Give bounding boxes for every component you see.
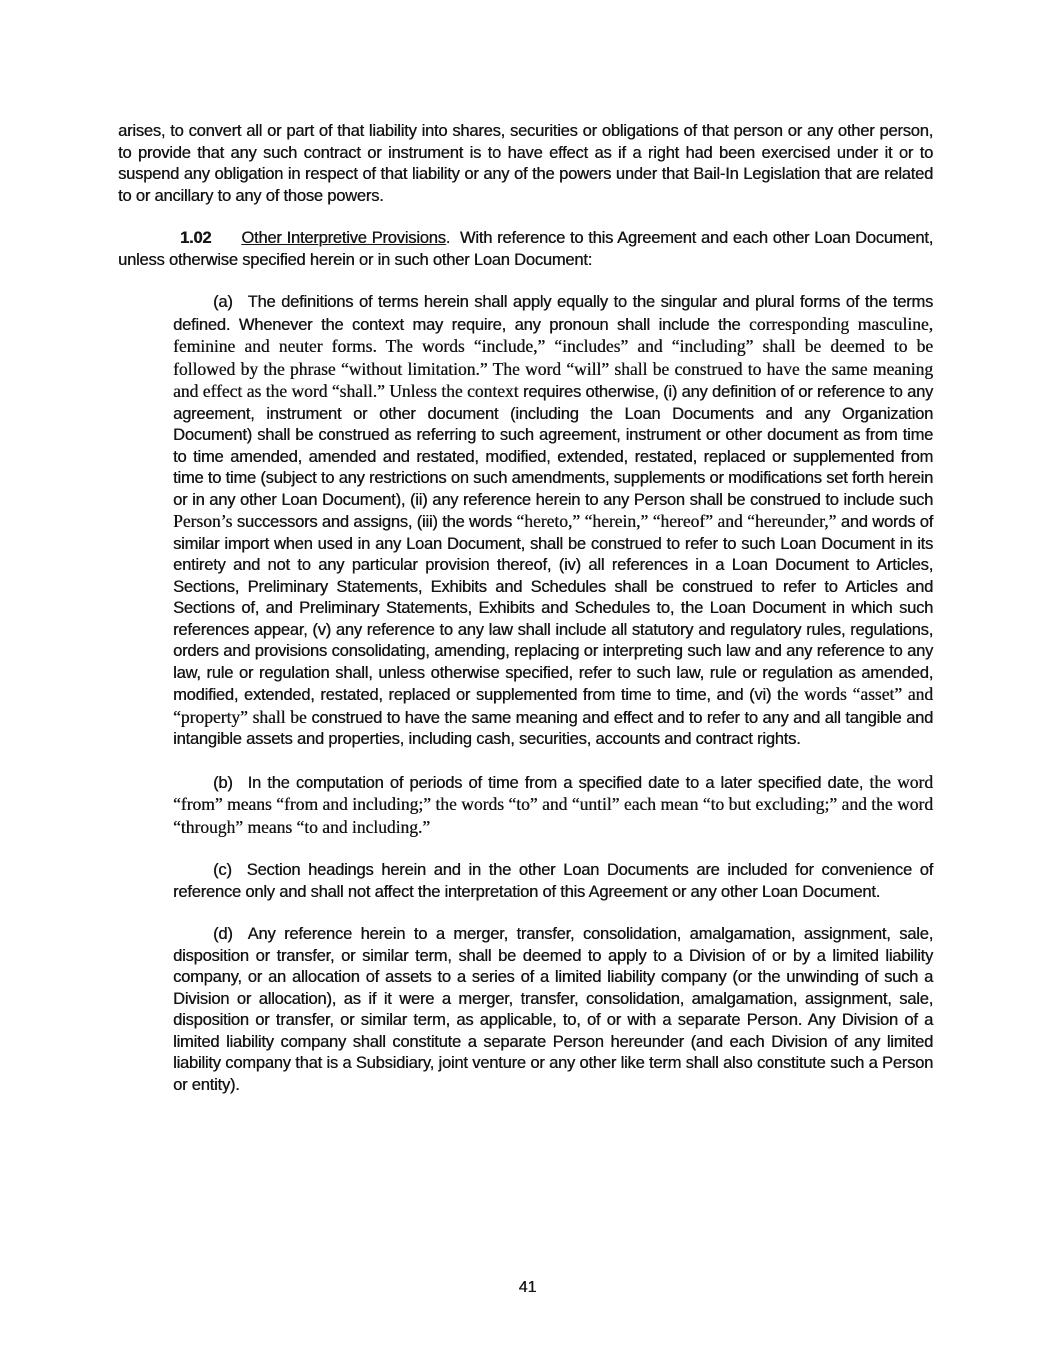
tab-spacer (233, 306, 248, 307)
text-run: the word “from” means “from and including;” the words “to” and “until” each mean “to but excluding;” and the word “through” means “to and including.” (173, 771, 933, 837)
page-number: 41 (518, 1279, 537, 1296)
paragraph-c (173, 860, 933, 903)
text-run: and words of similar import when used in any Loan Document, shall be construed to refer to such Loan Document in its entirety and not to any particular provision thereof, (iv) all references in a Loan Document to Articles, Sections, Preliminary Statements, Exhibits and Schedules shall be construed to refer to Articles and Sections of, and Preliminary Statements, Exhibits and Schedules to, the Loan Document in which such references appear, (v) any reference to any law shall include all statutory and regulatory rules, regulations, orders and provisions consolidating, amending, replacing or interpreting such law and any reference to any law, rule or regulation shall, unless otherwise specified, refer to such law, rule or regulation as amended, modified, extended, restated, replaced or supplemented from time to time, and (vi) (173, 513, 934, 704)
paragraph-a (173, 292, 933, 751)
text-run: (a) (213, 293, 233, 311)
text-run: the words “asset” and “property” shall be (173, 684, 933, 727)
tab-spacer (211, 242, 241, 243)
text-run: arises, to convert all or part of that liability into shares, securities or obligations of that person or any other person, to provide that any such contract or instrument is to have effect as if a right had been exercised under it or to suspend any obligation in respect of that liability or any of the powers under that Bail-In Legislation that are related to or ancillary to any of those powers. (118, 122, 933, 205)
text-run: Other Interpretive Provisions (241, 229, 446, 247)
paragraph-d (173, 924, 933, 1096)
text-run: The definitions of terms herein shall apply equally to the singular and plural forms of the terms defined. Whenever the context may require, any pronoun shall include the (173, 293, 933, 334)
text-run: corresponding masculine, feminine and neuter forms. The words “include,” “includes” and “including” shall be deemed to be followed by the phrase “without limitation.” The word “will” shall be construed to have the same meaning and effect as the word “shall.” Unless the context (173, 313, 934, 401)
text-run: In the computation of periods of time from a specified date to a later specified date, (247, 773, 870, 792)
text-run: (d) (213, 925, 233, 943)
document-body (118, 121, 933, 1096)
tab-spacer (232, 874, 247, 875)
tab-spacer (233, 787, 248, 788)
text-run: (c) (213, 861, 232, 879)
text-run: Any reference herein to a merger, transfer, consolidation, amalgamation, assignment, sale, disposition or transfer, or similar term, shall be deemed to apply to a Division of or by a limited liability company, or an allocation of assets to a series of a limited liability company (or the unwinding of such a Division or allocation), as if it were a merger, transfer, consolidation, amalgamation, assignment, sale, disposition or transfer, or similar term, as applicable, to, of or with a separate Person. Any Division of a limited liability company shall constitute a separate Person hereunder (and each Division of any limited liability company that is a Subsidiary, joint venture or any other like term shall also constitute such a Person or entity). (173, 925, 933, 1094)
text-run: . With reference to this Agreement and each other Loan Document, unless otherwise specified herein or in such other Loan Document: (118, 229, 933, 269)
text-run: (b) (213, 773, 233, 792)
text-run: construed to have the same meaning and effect and to refer to any and all tangible and intangible assets and properties, including cash, securities, accounts and contract rights. (173, 708, 933, 748)
paragraph-b (173, 772, 933, 840)
section-heading-1-02 (118, 228, 933, 271)
text-run: “hereto,” “herein,” “hereof” and “hereunder,” (516, 511, 837, 531)
tab-spacer (233, 938, 248, 939)
text-run: Section headings herein and in the other Loan Documents are included for convenience of reference only and shall not affect the interpretation of this Agreement or any other Loan Document. (173, 861, 933, 901)
text-run: 1.02 (180, 229, 212, 247)
paragraph-continuation (118, 121, 933, 207)
text-run: Person’s (173, 511, 237, 531)
text-run: successors and assigns, (iii) the words (236, 513, 517, 531)
text-run: requires otherwise, (i) any definition of or reference to any agreement, instrument or other document (including the Loan Documents and any Organization Document) shall be construed as referring to such agreement, instrument or other document as from time to time amended, amended and restated, modified, extended, restated, replaced or supplemented from time to time (subject to any restrictions on such amendments, supplements or modifications set forth herein or in any other Loan Document), (ii) any reference herein to any Person shall be construed to include such (173, 383, 933, 509)
